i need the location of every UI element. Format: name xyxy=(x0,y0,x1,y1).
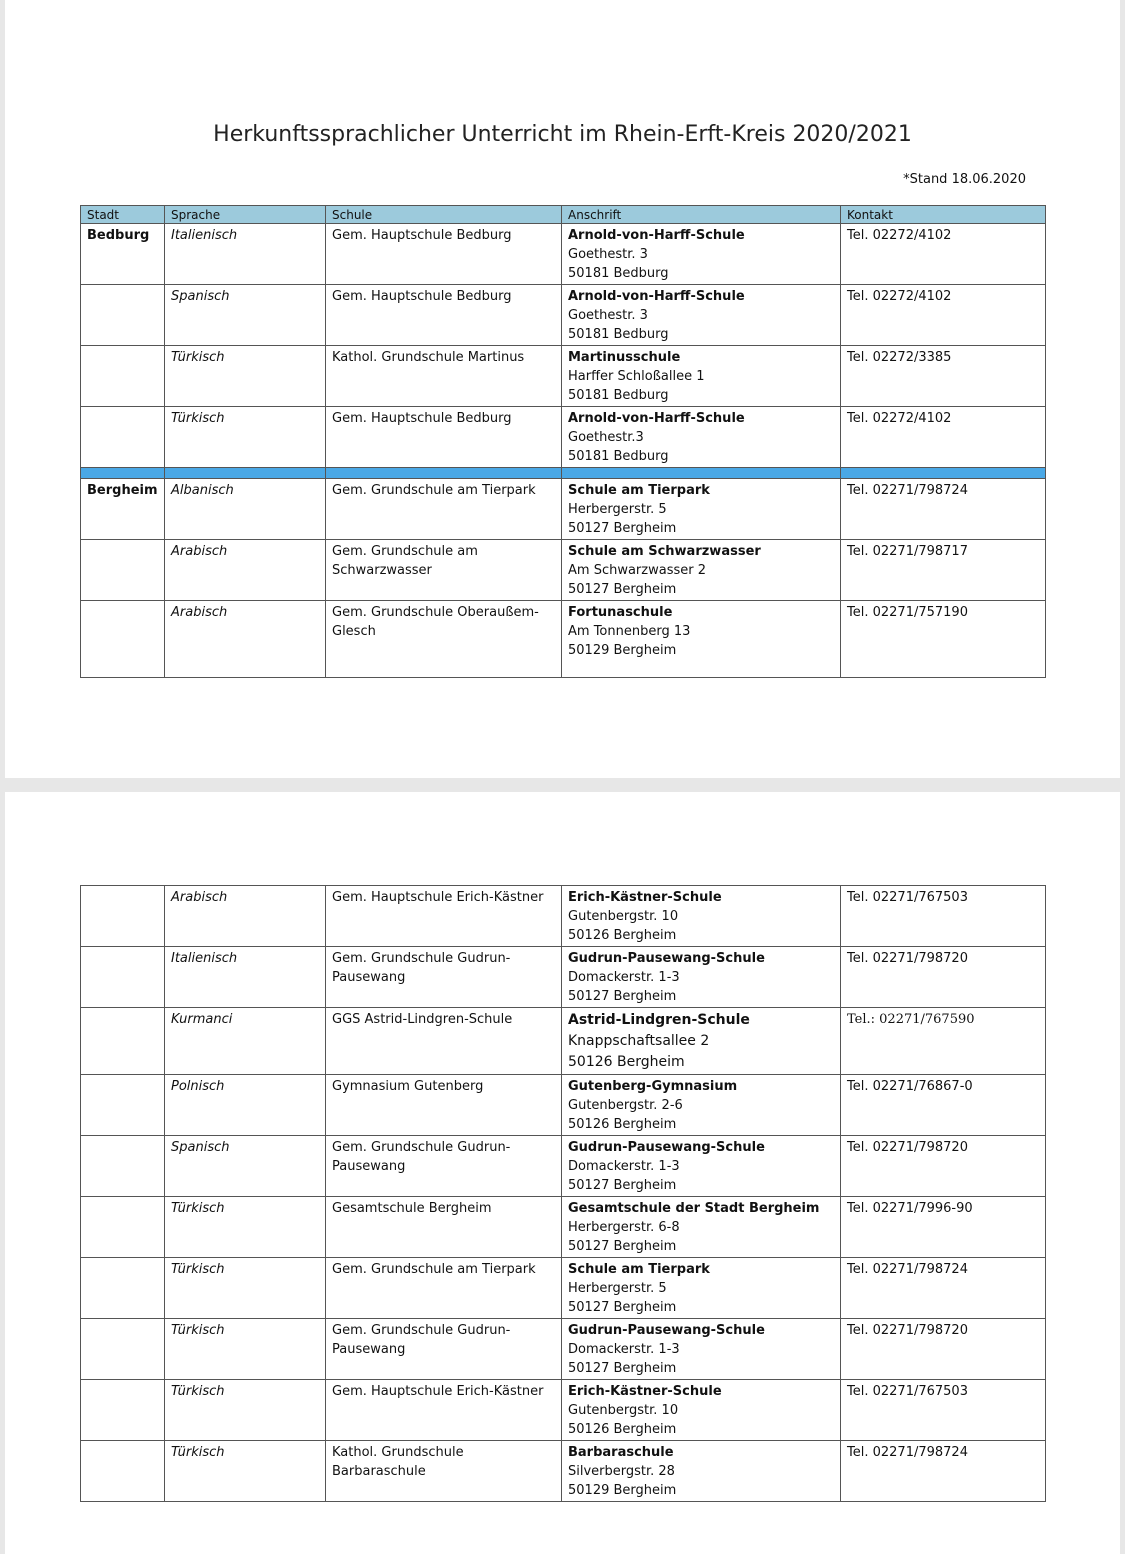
address-street: Gutenbergstr. 2-6 xyxy=(568,1098,683,1113)
address-street: Gutenbergstr. 10 xyxy=(568,909,679,924)
header-schule: Schule xyxy=(326,206,562,224)
header-stadt: Stadt xyxy=(81,206,165,224)
address-city: 50127 Bergheim xyxy=(568,1300,677,1315)
cell-stadt xyxy=(81,1008,165,1075)
address-city: 50127 Bergheim xyxy=(568,521,677,536)
cell-schule: Gem. Grundschule am Schwarzwasser xyxy=(326,540,562,601)
address-city: 50126 Bergheim xyxy=(568,1117,677,1132)
address-city: 50181 Bedburg xyxy=(568,449,669,464)
cell-anschrift xyxy=(562,601,841,678)
address-school-name: Gudrun-Pausewang-Schule xyxy=(568,1140,765,1155)
cell-stadt xyxy=(81,1136,165,1197)
cell-anschrift xyxy=(562,1197,841,1258)
cell-schule: Kathol. Grundschule Barbaraschule xyxy=(326,1441,562,1502)
address-school-name: Martinusschule xyxy=(568,350,681,365)
address-city: 50127 Bergheim xyxy=(568,989,677,1004)
cell-kontakt: Tel. 02271/757190 xyxy=(841,601,1046,678)
cell-sprache: Türkisch xyxy=(165,346,326,407)
cell-kontakt: Tel. 02272/4102 xyxy=(841,224,1046,285)
table-row xyxy=(81,285,1046,346)
cell-stadt xyxy=(81,947,165,1008)
cell-kontakt: Tel. 02271/798724 xyxy=(841,479,1046,540)
cell-stadt: Bedburg xyxy=(81,224,165,285)
cell-stadt xyxy=(81,285,165,346)
table-row xyxy=(81,1197,1046,1258)
cell-sprache: Spanisch xyxy=(165,1136,326,1197)
address-street: Herbergerstr. 6-8 xyxy=(568,1220,680,1235)
separator-cell xyxy=(81,468,165,479)
page1-body xyxy=(81,224,1046,678)
cell-anschrift xyxy=(562,1441,841,1502)
cell-sprache: Albanisch xyxy=(165,479,326,540)
address-city: 50129 Bergheim xyxy=(568,1483,677,1498)
address-street: Knappschaftsallee 2 xyxy=(568,1033,710,1049)
cell-anschrift xyxy=(562,1319,841,1380)
cell-schule: Kathol. Grundschule Martinus xyxy=(326,346,562,407)
address-school-name: Schule am Schwarzwasser xyxy=(568,544,761,559)
cell-schule: Gem. Grundschule am Tierpark xyxy=(326,1258,562,1319)
header-kontakt: Kontakt xyxy=(841,206,1046,224)
table-row xyxy=(81,1008,1046,1075)
cell-stadt xyxy=(81,346,165,407)
address-city: 50181 Bedburg xyxy=(568,266,669,281)
cell-sprache: Italienisch xyxy=(165,947,326,1008)
table-row xyxy=(81,224,1046,285)
address-street: Silverbergstr. 28 xyxy=(568,1464,675,1479)
address-street: Goethestr.3 xyxy=(568,430,644,445)
cell-kontakt: Tel. 02271/798720 xyxy=(841,1319,1046,1380)
document-page-2 xyxy=(5,792,1120,1554)
address-school-name: Arnold-von-Harff-Schule xyxy=(568,411,745,426)
cell-stadt xyxy=(81,886,165,947)
table-row xyxy=(81,886,1046,947)
cell-kontakt: Tel. 02271/798724 xyxy=(841,1258,1046,1319)
table-row xyxy=(81,1380,1046,1441)
cell-schule: Gem. Hauptschule Bedburg xyxy=(326,285,562,346)
table-row xyxy=(81,1319,1046,1380)
cell-sprache: Spanisch xyxy=(165,285,326,346)
cell-anschrift xyxy=(562,947,841,1008)
cell-sprache: Türkisch xyxy=(165,1258,326,1319)
address-school-name: Gutenberg-Gymnasium xyxy=(568,1079,738,1094)
address-street: Am Tonnenberg 13 xyxy=(568,624,691,639)
page2-body xyxy=(81,886,1046,1502)
cell-anschrift xyxy=(562,1136,841,1197)
cell-kontakt: Tel. 02271/798720 xyxy=(841,1136,1046,1197)
separator-cell xyxy=(165,468,326,479)
cell-sprache: Italienisch xyxy=(165,224,326,285)
address-street: Goethestr. 3 xyxy=(568,308,648,323)
cell-schule: Gem. Grundschule am Tierpark xyxy=(326,479,562,540)
separator-cell xyxy=(841,468,1046,479)
address-street: Am Schwarzwasser 2 xyxy=(568,563,706,578)
cell-stadt xyxy=(81,540,165,601)
schools-table-page-1 xyxy=(80,205,1046,678)
cell-kontakt: Tel. 02271/76867-0 xyxy=(841,1075,1046,1136)
address-street: Goethestr. 3 xyxy=(568,247,648,262)
table-row xyxy=(81,1136,1046,1197)
table-row xyxy=(81,601,1046,678)
address-street: Harffer Schloßallee 1 xyxy=(568,369,705,384)
cell-anschrift xyxy=(562,540,841,601)
cell-kontakt: Tel.: 02271/767590 xyxy=(841,1008,1046,1075)
table-row xyxy=(81,1441,1046,1502)
cell-kontakt: Tel. 02271/767503 xyxy=(841,1380,1046,1441)
cell-sprache: Polnisch xyxy=(165,1075,326,1136)
cell-anschrift xyxy=(562,479,841,540)
address-city: 50127 Bergheim xyxy=(568,1178,677,1193)
cell-schule: Gymnasium Gutenberg xyxy=(326,1075,562,1136)
cell-sprache: Arabisch xyxy=(165,601,326,678)
cell-sprache: Arabisch xyxy=(165,886,326,947)
address-city: 50127 Bergheim xyxy=(568,582,677,597)
address-school-name: Barbaraschule xyxy=(568,1445,674,1460)
cell-stadt xyxy=(81,601,165,678)
cell-stadt: Bergheim xyxy=(81,479,165,540)
address-school-name: Schule am Tierpark xyxy=(568,1262,710,1277)
address-school-name: Arnold-von-Harff-Schule xyxy=(568,228,745,243)
table-row xyxy=(81,1258,1046,1319)
address-school-name: Gudrun-Pausewang-Schule xyxy=(568,1323,765,1338)
cell-stadt xyxy=(81,1197,165,1258)
table-row xyxy=(81,479,1046,540)
address-city: 50127 Bergheim xyxy=(568,1239,677,1254)
cell-kontakt: Tel. 02272/3385 xyxy=(841,346,1046,407)
cell-schule: Gem. Hauptschule Erich-Kästner xyxy=(326,1380,562,1441)
cell-stadt xyxy=(81,1380,165,1441)
cell-anschrift xyxy=(562,886,841,947)
document-page-1 xyxy=(5,0,1120,778)
cell-schule: GGS Astrid-Lindgren-Schule xyxy=(326,1008,562,1075)
address-street: Domackerstr. 1-3 xyxy=(568,1159,680,1174)
cell-schule: Gem. Hauptschule Bedburg xyxy=(326,407,562,468)
cell-schule: Gem. Grundschule Gudrun-Pausewang xyxy=(326,1136,562,1197)
section-separator-row xyxy=(81,468,1046,479)
address-school-name: Astrid-Lindgren-Schule xyxy=(568,1012,750,1028)
address-street: Domackerstr. 1-3 xyxy=(568,1342,680,1357)
address-school-name: Gudrun-Pausewang-Schule xyxy=(568,951,765,966)
table-row xyxy=(81,947,1046,1008)
cell-schule: Gesamtschule Bergheim xyxy=(326,1197,562,1258)
address-school-name: Fortunaschule xyxy=(568,605,673,620)
cell-schule: Gem. Grundschule Gudrun-Pausewang xyxy=(326,1319,562,1380)
table-row xyxy=(81,346,1046,407)
address-school-name: Gesamtschule der Stadt Bergheim xyxy=(568,1201,820,1216)
cell-sprache: Arabisch xyxy=(165,540,326,601)
stand-date: *Stand 18.06.2020 xyxy=(903,172,1026,187)
table-row xyxy=(81,540,1046,601)
address-school-name: Schule am Tierpark xyxy=(568,483,710,498)
cell-schule: Gem. Hauptschule Erich-Kästner xyxy=(326,886,562,947)
address-city: 50126 Bergheim xyxy=(568,928,677,943)
header-anschrift: Anschrift xyxy=(562,206,841,224)
cell-sprache: Kurmanci xyxy=(165,1008,326,1075)
cell-anschrift xyxy=(562,407,841,468)
address-street: Domackerstr. 1-3 xyxy=(568,970,680,985)
cell-anschrift xyxy=(562,224,841,285)
address-city: 50126 Bergheim xyxy=(568,1054,685,1070)
cell-kontakt: Tel. 02272/4102 xyxy=(841,285,1046,346)
cell-anschrift xyxy=(562,1008,841,1075)
header-sprache: Sprache xyxy=(165,206,326,224)
cell-stadt xyxy=(81,1075,165,1136)
address-school-name: Erich-Kästner-Schule xyxy=(568,890,722,905)
cell-kontakt: Tel. 02271/7996-90 xyxy=(841,1197,1046,1258)
cell-kontakt: Tel. 02271/798720 xyxy=(841,947,1046,1008)
separator-cell xyxy=(562,468,841,479)
cell-sprache: Türkisch xyxy=(165,1441,326,1502)
cell-schule: Gem. Grundschule Oberaußem-Glesch xyxy=(326,601,562,678)
address-street: Gutenbergstr. 10 xyxy=(568,1403,679,1418)
address-city: 50181 Bedburg xyxy=(568,388,669,403)
cell-sprache: Türkisch xyxy=(165,1197,326,1258)
cell-schule: Gem. Hauptschule Bedburg xyxy=(326,224,562,285)
cell-sprache: Türkisch xyxy=(165,407,326,468)
schools-table-page-2 xyxy=(80,885,1046,1502)
cell-kontakt: Tel. 02271/798724 xyxy=(841,1441,1046,1502)
cell-anschrift xyxy=(562,1075,841,1136)
cell-stadt xyxy=(81,1441,165,1502)
address-street: Herbergerstr. 5 xyxy=(568,1281,667,1296)
cell-anschrift xyxy=(562,1258,841,1319)
address-city: 50127 Bergheim xyxy=(568,1361,677,1376)
cell-stadt xyxy=(81,1319,165,1380)
cell-anschrift xyxy=(562,346,841,407)
cell-kontakt: Tel. 02272/4102 xyxy=(841,407,1046,468)
cell-schule: Gem. Grundschule Gudrun-Pausewang xyxy=(326,947,562,1008)
address-street: Herbergerstr. 5 xyxy=(568,502,667,517)
cell-anschrift xyxy=(562,285,841,346)
address-city: 50181 Bedburg xyxy=(568,327,669,342)
table-header-row xyxy=(81,206,1046,224)
separator-cell xyxy=(326,468,562,479)
address-school-name: Erich-Kästner-Schule xyxy=(568,1384,722,1399)
address-school-name: Arnold-von-Harff-Schule xyxy=(568,289,745,304)
cell-sprache: Türkisch xyxy=(165,1319,326,1380)
cell-stadt xyxy=(81,1258,165,1319)
address-city: 50126 Bergheim xyxy=(568,1422,677,1437)
table-row xyxy=(81,407,1046,468)
cell-kontakt: Tel. 02271/767503 xyxy=(841,886,1046,947)
cell-stadt xyxy=(81,407,165,468)
cell-anschrift xyxy=(562,1380,841,1441)
cell-sprache: Türkisch xyxy=(165,1380,326,1441)
document-title: Herkunftssprachlicher Unterricht im Rhein-Erft-Kreis 2020/2021 xyxy=(213,122,912,147)
cell-kontakt: Tel. 02271/798717 xyxy=(841,540,1046,601)
table-row xyxy=(81,1075,1046,1136)
address-city: 50129 Bergheim xyxy=(568,643,677,658)
